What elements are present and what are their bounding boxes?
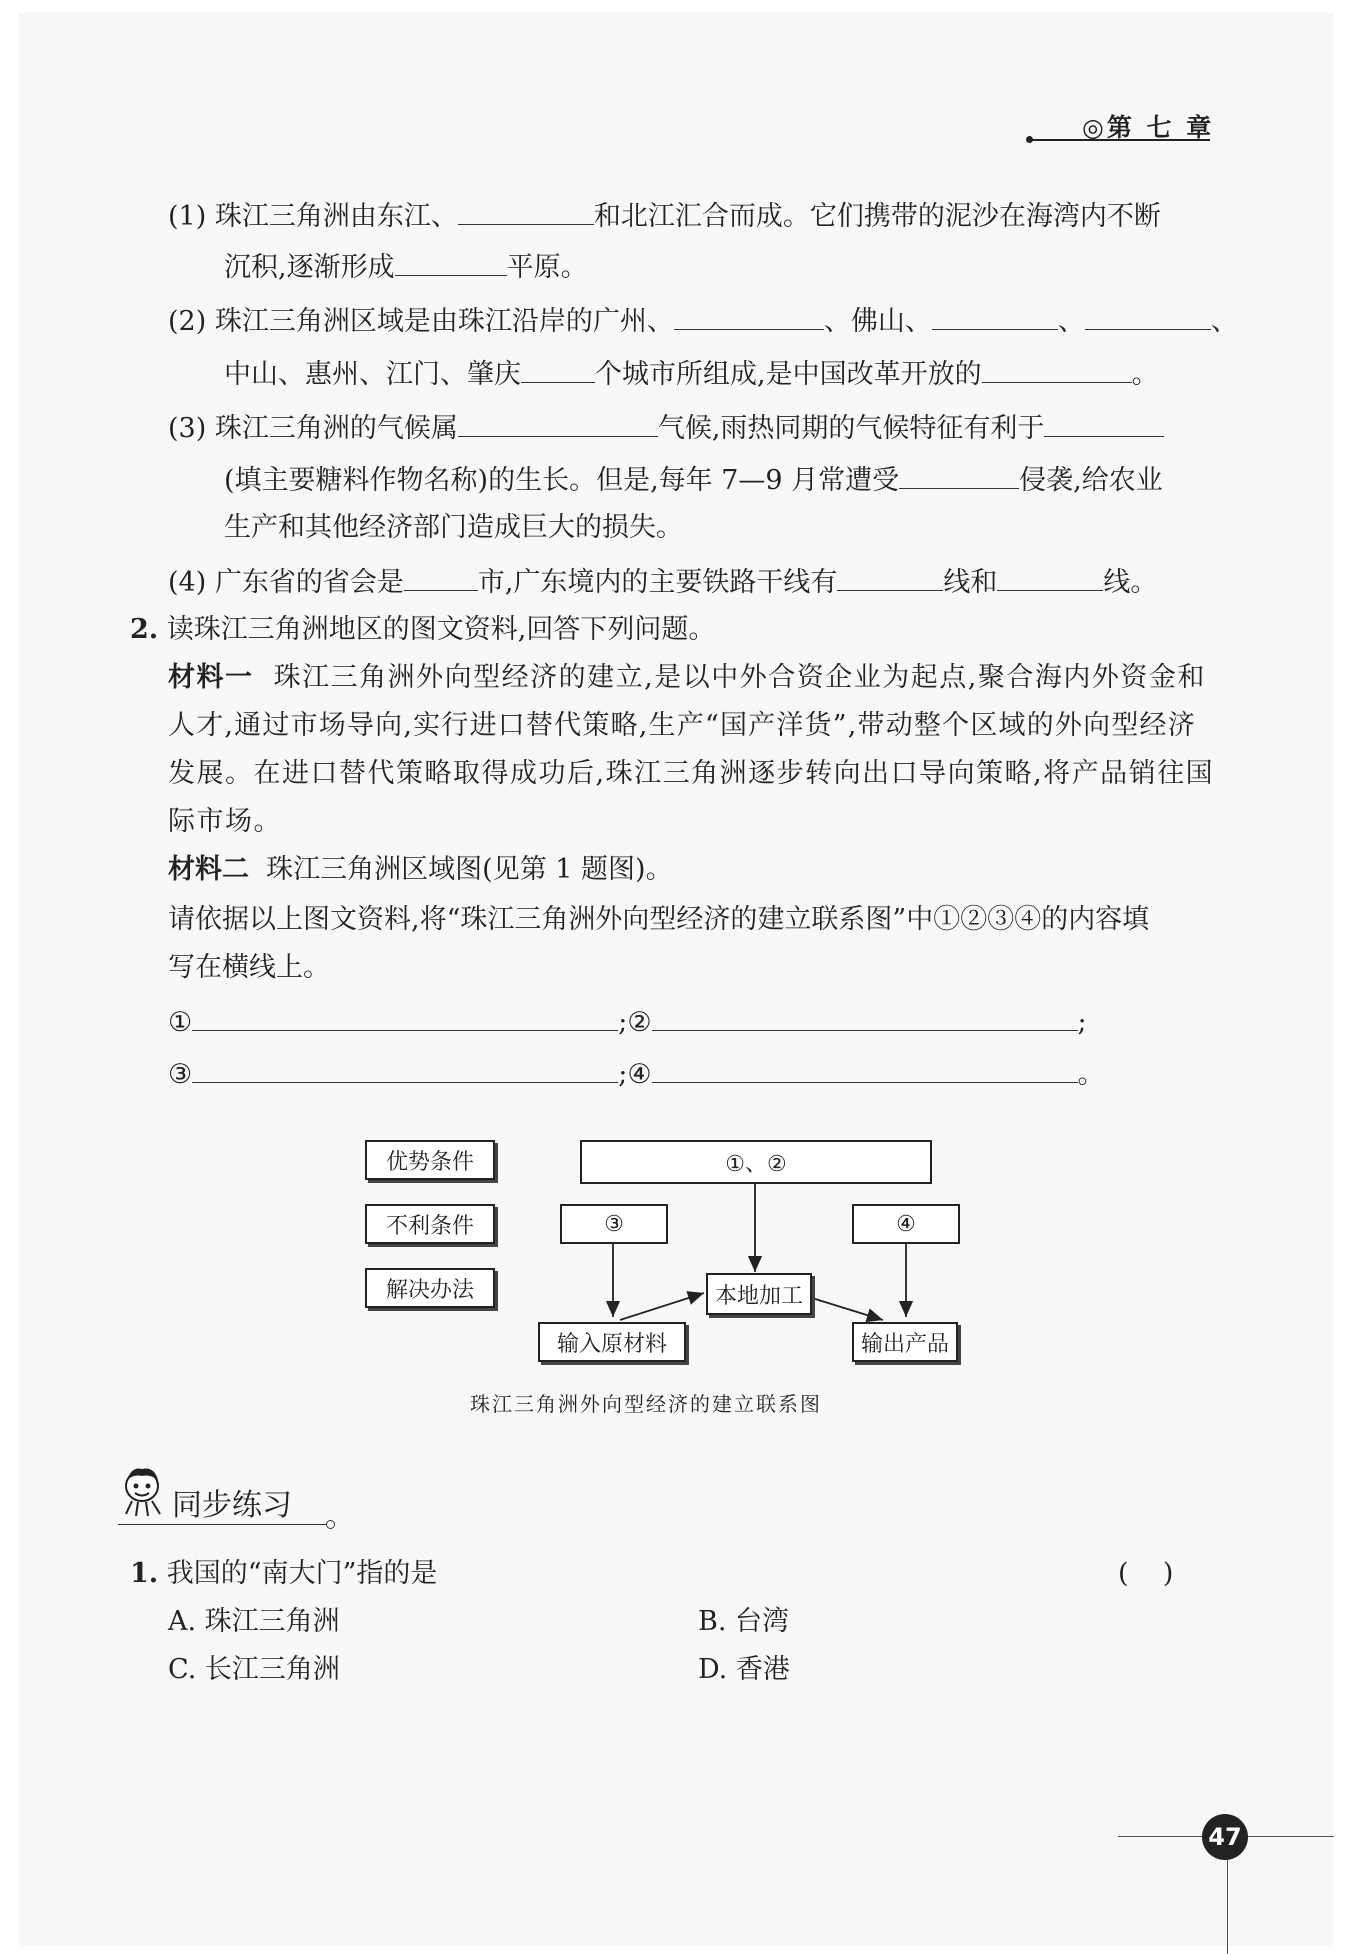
q3-text-d: 侵袭,给农业 — [1019, 465, 1163, 496]
q3-text-c: (填主要糖料作物名称)的生长。但是,每年 7—9 月常遭受 — [224, 465, 900, 496]
q1-text-d: 平原。 — [506, 252, 588, 283]
question-text: 读珠江三角洲地区的图文资料,回答下列问题。 — [166, 614, 716, 645]
q4-text-a: (4) 广东省的省会是 — [168, 567, 404, 598]
q2-text-g: 。 — [1131, 359, 1159, 390]
answer-label-2: ;② — [618, 1007, 652, 1038]
material1-label: 材料一 — [168, 662, 254, 693]
q1-text-b: 和北江汇合而成。它们携带的泥沙在海湾内不断 — [593, 201, 1161, 232]
q1-text-c: 沉积,逐渐形成 — [224, 252, 395, 283]
q4-text-b: 市,广东境内的主要铁路干线有 — [477, 567, 838, 598]
option-b[interactable]: B. 台湾 — [698, 1606, 790, 1637]
material2-text: 珠江三角洲区域图(见第 1 题图)。 — [266, 854, 673, 885]
answer-label-1: ① — [168, 1007, 193, 1038]
material1-line2: 人才,通过市场导向,实行进口替代策略,生产“国产洋货”,带动整个区域的外向型经济 — [168, 710, 1196, 741]
q2-text-d: 、 — [1210, 306, 1238, 337]
option-c[interactable]: C. 长江三角洲 — [168, 1654, 340, 1685]
box-export-products: 输出产品 — [852, 1322, 958, 1362]
box-1-2: ①、② — [580, 1140, 932, 1184]
q3-line3: 生产和其他经济部门造成巨大的损失。 — [224, 512, 683, 543]
section-rule-dot — [326, 1520, 335, 1529]
section-rule — [118, 1524, 330, 1525]
diagram-caption: 珠江三角洲外向型经济的建立联系图 — [470, 1392, 822, 1416]
question-number: 1. — [130, 1558, 159, 1589]
answer-sep: ; — [1077, 1007, 1087, 1038]
chapter-header: ◎第 七 章 — [1082, 113, 1215, 142]
q3-text-a: (3) 珠江三角洲的气候属 — [168, 413, 458, 444]
box-import-materials: 输入原材料 — [538, 1322, 686, 1362]
legend-solution: 解决办法 — [365, 1268, 495, 1308]
practice-q1 — [130, 1556, 437, 1592]
mascot-icon — [118, 1464, 168, 1518]
q2-text-e: 中山、惠州、江门、肇庆 — [224, 359, 521, 390]
instruction-line2: 写在横线上。 — [168, 952, 330, 983]
instruction-line1: 请依据以上图文资料,将“珠江三角洲外向型经济的建立联系图”中①②③④的内容填 — [168, 904, 1150, 935]
q3-text-b: 气候,雨热同期的气候特征有利于 — [657, 413, 1045, 444]
legend-advantage: 优势条件 — [365, 1140, 495, 1180]
q2-text-a: (2) 珠江三角洲区域是由珠江沿岸的广州、 — [168, 306, 674, 337]
page-number-vrule — [1227, 1858, 1228, 1954]
option-a[interactable]: A. 珠江三角洲 — [168, 1606, 340, 1637]
material1-line3: 发展。在进口替代策略取得成功后,珠江三角洲逐步转向出口导向策略,将产品销往国 — [168, 758, 1215, 789]
q1-text-a: (1) 珠江三角洲由东江、 — [168, 201, 458, 232]
box-4: ④ — [852, 1204, 960, 1244]
material1-line4: 际市场。 — [168, 806, 282, 837]
q4-text-c: 线和 — [943, 567, 998, 598]
box-3: ③ — [560, 1204, 668, 1244]
q2-text-c: 、 — [1057, 306, 1085, 337]
material1-text: 珠江三角洲外向型经济的建立,是以中外合资企业为起点,聚合海内外资金和 — [273, 662, 1206, 693]
box-local-processing: 本地加工 — [706, 1273, 812, 1315]
answer-label-4: ;④ — [618, 1059, 652, 1090]
legend-disadvantage: 不利条件 — [365, 1204, 495, 1244]
answer-end: 。 — [1077, 1059, 1105, 1090]
question-text: 我国的“南大门”指的是 — [166, 1558, 438, 1589]
answer-label-3: ③ — [168, 1059, 193, 1090]
option-d[interactable]: D. 香港 — [698, 1654, 790, 1685]
answer-bracket[interactable]: ( ) — [1118, 1558, 1174, 1589]
q2-text-f: 个城市所组成,是中国改革开放的 — [595, 359, 982, 390]
page-number: 47 — [1202, 1814, 1248, 1860]
practice-title: 同步练习 — [172, 1488, 292, 1523]
q4-text-d: 线。 — [1103, 567, 1158, 598]
q2-text-b: 、佛山、 — [823, 306, 932, 337]
material2-label: 材料二 — [168, 854, 249, 885]
question-number: 2. — [130, 614, 159, 645]
